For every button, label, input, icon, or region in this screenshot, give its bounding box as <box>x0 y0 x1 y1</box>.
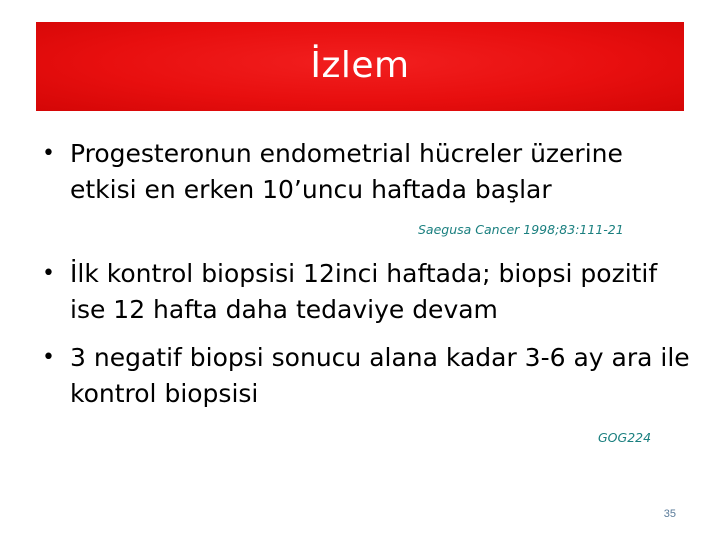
bullet-marker: • <box>42 261 55 286</box>
citation: Saegusa Cancer 1998;83:111-21 <box>418 222 624 237</box>
bullet-text: Progesteronun endometrial hücreler üzerine etkisi en erken 10’uncu haftada başlar <box>70 139 623 204</box>
bullet-marker: • <box>42 141 55 166</box>
bullet-text: İlk kontrol biopsisi 12inci haftada; biopsi pozitif ise 12 hafta daha tedaviye devam <box>70 259 658 324</box>
citation: GOG224 <box>598 430 652 445</box>
bullet-marker: • <box>42 345 55 370</box>
slide-title: İzlem <box>310 45 410 86</box>
bullet-text: 3 negatif biopsi sonucu alana kadar 3-6 ay ara ile kontrol biopsisi <box>70 343 690 408</box>
page-number: 35 <box>663 508 676 520</box>
